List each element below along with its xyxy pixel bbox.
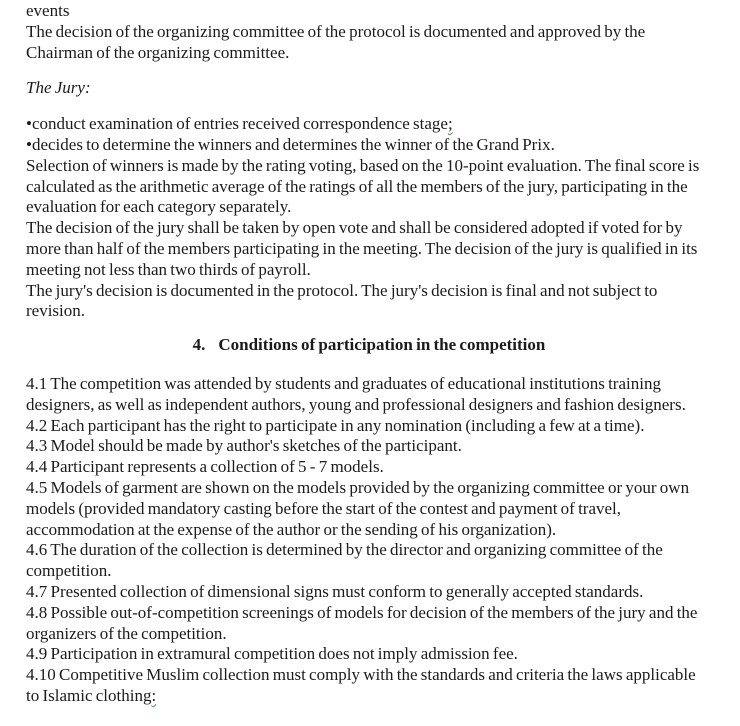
paragraph (26, 1, 712, 22)
paragraph-text: events (26, 1, 70, 20)
paragraph (26, 416, 712, 437)
paragraph (26, 665, 712, 707)
paragraph (26, 540, 712, 582)
paragraph-text: The decision of the organizing committee of the protocol is documented and approved by the Chairman of the organizing committee. (26, 21, 646, 62)
paragraph-text: The jury's decision is documented in the protocol. The jury's decision is final and not subject to revision. (26, 280, 658, 321)
grammar-squiggle-text: : (151, 685, 157, 705)
paragraph (26, 281, 712, 323)
paragraph-jury-label (26, 78, 712, 99)
paragraph-text: 4.2 Each participant has the right to participate in any nomination (including a few at a time). (26, 415, 645, 435)
paragraph (26, 374, 712, 416)
bullet-item (26, 114, 712, 135)
paragraph (26, 644, 712, 665)
paragraph (26, 156, 712, 218)
paragraph-text: 4.8 Possible out-of-competition screenings of models for decision of the members of the jury and the organizers of the competition. (26, 602, 698, 643)
section-heading-text: Conditions of participation in the competition (218, 335, 546, 355)
paragraph-text: 4.3 Model should be made by author's sketches of the participant. (26, 436, 462, 456)
paragraph-text: 4.4 Participant represents a collection of 5 - 7 models. (26, 457, 384, 477)
paragraph (26, 603, 712, 645)
paragraph (26, 478, 712, 540)
paragraph (26, 582, 712, 603)
bullet-item (26, 135, 712, 156)
paragraph (26, 436, 712, 457)
paragraph-text: Selection of winners is made by the rating voting, based on the 10-point evaluation. The final score is calculated as the arithmetic average of the ratings of all the members of the jury, participating in the evaluation for each category separately. (26, 155, 700, 217)
paragraph (26, 22, 712, 64)
paragraph-text: The decision of the jury shall be taken by open vote and shall be considered adopted if voted for by more than half of the members participating in the meeting. The decision of the jury is qualified in its meeting not less than two thirds of payroll. (26, 218, 698, 279)
paragraph-text: 4.1 The competition was attended by students and graduates of educational institutions training designers, as well as independent authors, young and professional designers and fashion designers. (26, 373, 686, 414)
bullet-text: decides to determine the winners and determines the winner of the Grand Prix. (31, 134, 555, 154)
bullet-text: conduct examination of entries received correspondence stage (31, 114, 448, 134)
section-heading-number: 4. (192, 335, 206, 355)
blank-line (26, 99, 712, 114)
blank-line (26, 63, 712, 78)
paragraph-text: 4.6 The duration of the collection is determined by the director and organizing committee of the competition. (26, 540, 663, 581)
grammar-squiggle-text: ; (447, 114, 453, 134)
bullet-marker: • (26, 134, 32, 154)
bullet-marker: • (26, 114, 32, 134)
paragraph (26, 218, 712, 280)
paragraph-text: 4.10 Competitive Muslim collection must comply with the standards and criteria the laws applicable to Islamic clothing (26, 665, 696, 705)
paragraph-text: 4.5 Models of garment are shown on the models provided by the organizing committee or your own models (provided mandatory casting before the start of the contest and payment of travel, accommodation at the expense of the author or the sending of his organization). (26, 477, 690, 539)
paragraph-text: The Jury: (26, 78, 91, 98)
section-heading (26, 335, 712, 356)
paragraph-text: 4.9 Participation in extramural competition does not imply admission fee. (26, 644, 518, 664)
paragraph (26, 457, 712, 478)
paragraph-text: 4.7 Presented collection of dimensional signs must conform to generally accepted standards. (26, 581, 644, 601)
